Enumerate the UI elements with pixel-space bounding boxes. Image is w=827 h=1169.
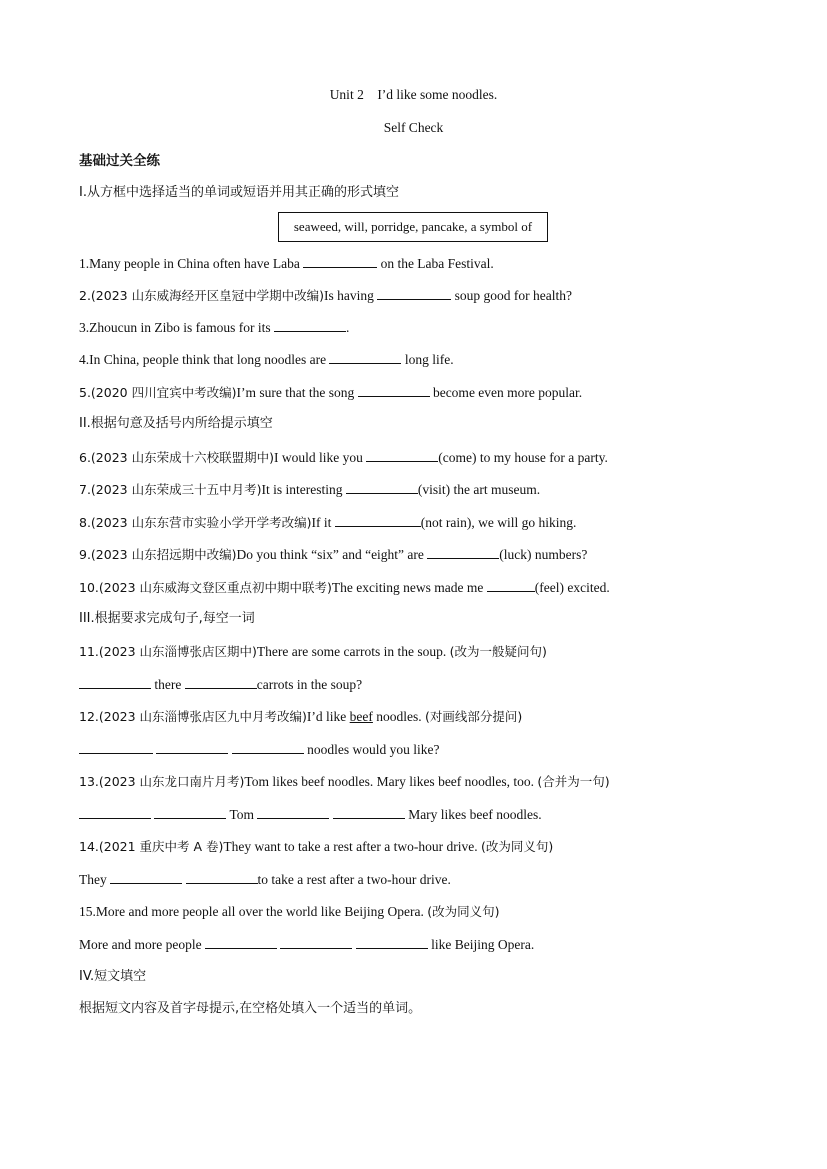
word-box: seaweed, will, porridge, pancake, a symbol of	[278, 212, 548, 242]
part3-instruction: III.根据要求完成句子,每空一词	[79, 611, 255, 626]
question-11: 11.(2023 山东淄博张店区期中)There are some carrots in the soup. (改为一般疑问句)	[79, 644, 547, 659]
question-3: 3.Zhoucun in Zibo is famous for its .	[79, 320, 350, 335]
part2-instruction: II.根据句意及括号内所给提示填空	[79, 416, 273, 431]
answer-blank[interactable]	[366, 448, 438, 462]
question-12: 12.(2023 山东淄博张店区九中月考改编)I’d like beef noodles. (对画线部分提问)	[79, 709, 523, 724]
question-14: 14.(2021 重庆中考 A 卷)They want to take a rest after a two-hour drive. (改为同义句)	[79, 839, 554, 854]
answer-blank[interactable]	[154, 805, 226, 819]
answer-blank[interactable]	[333, 805, 405, 819]
answer-blank[interactable]	[232, 740, 304, 754]
question-10: 10.(2023 山东威海文登区重点初中期中联考)The exciting news made me (feel) excited.	[79, 580, 610, 595]
answer-blank[interactable]	[79, 805, 151, 819]
question-5: 5.(2020 四川宜宾中考改编)I’m sure that the song become even more popular.	[79, 385, 583, 400]
page-subtitle: Self Check	[383, 120, 444, 135]
question-6: 6.(2023 山东荣成十六校联盟期中)I would like you (come) to my house for a party.	[79, 450, 608, 465]
answer-blank[interactable]	[346, 480, 418, 494]
answer-blank[interactable]	[377, 286, 451, 300]
unit-title: Unit 2 I’d like some noodles.	[329, 87, 498, 102]
answer-blank[interactable]	[257, 805, 329, 819]
answer-blank[interactable]	[427, 545, 499, 559]
answer-blank[interactable]	[358, 383, 430, 397]
question-15: 15.More and more people all over the world like Beijing Opera. (改为同义句)	[79, 904, 500, 919]
answer-blank[interactable]	[335, 513, 421, 527]
question-9: 9.(2023 山东招远期中改编)Do you think “six” and “eight” are (luck) numbers?	[79, 547, 588, 562]
answer-11: there carrots in the soup?	[79, 675, 362, 694]
answer-blank[interactable]	[156, 740, 228, 754]
answer-blank[interactable]	[329, 350, 401, 364]
part4-description: 根据短文内容及首字母提示,在空格处填入一个适当的单词。	[79, 1001, 422, 1016]
question-7: 7.(2023 山东荣成三十五中月考)It is interesting (visit) the art museum.	[79, 482, 541, 497]
answer-15: More and more people like Beijing Opera.	[79, 937, 535, 952]
answer-14: They to take a rest after a two-hour drive.	[79, 872, 451, 887]
answer-13: Tom Mary likes beef noodles.	[79, 805, 542, 824]
section-heading: 基础过关全练	[79, 153, 160, 169]
part4-instruction: IV.短文填空	[79, 969, 147, 984]
question-1: 1.Many people in China often have Laba on the Laba Festival.	[79, 256, 494, 271]
answer-blank[interactable]	[185, 675, 257, 689]
answer-blank[interactable]	[205, 935, 277, 949]
answer-blank[interactable]	[79, 740, 153, 754]
underlined-word: beef	[349, 709, 373, 724]
answer-blank[interactable]	[274, 318, 346, 332]
part1-instruction: I.从方框中选择适当的单词或短语并用其正确的形式填空	[79, 185, 399, 200]
answer-blank[interactable]	[186, 870, 258, 884]
question-8: 8.(2023 山东东营市实验小学开学考改编)If it (not rain), we will go hiking.	[79, 515, 577, 530]
question-2: 2.(2023 山东威海经开区皇冠中学期中改编)Is having soup good for health?	[79, 288, 572, 303]
question-4: 4.In China, people think that long noodles are long life.	[79, 352, 454, 367]
answer-blank[interactable]	[487, 578, 535, 592]
answer-blank[interactable]	[303, 254, 377, 268]
answer-blank[interactable]	[110, 870, 182, 884]
answer-blank[interactable]	[79, 675, 151, 689]
answer-12: noodles would you like?	[79, 740, 439, 759]
answer-blank[interactable]	[280, 935, 352, 949]
question-13: 13.(2023 山东龙口南片月考)Tom likes beef noodles. Mary likes beef noodles, too. (合并为一句)	[79, 774, 610, 789]
answer-blank[interactable]	[356, 935, 428, 949]
